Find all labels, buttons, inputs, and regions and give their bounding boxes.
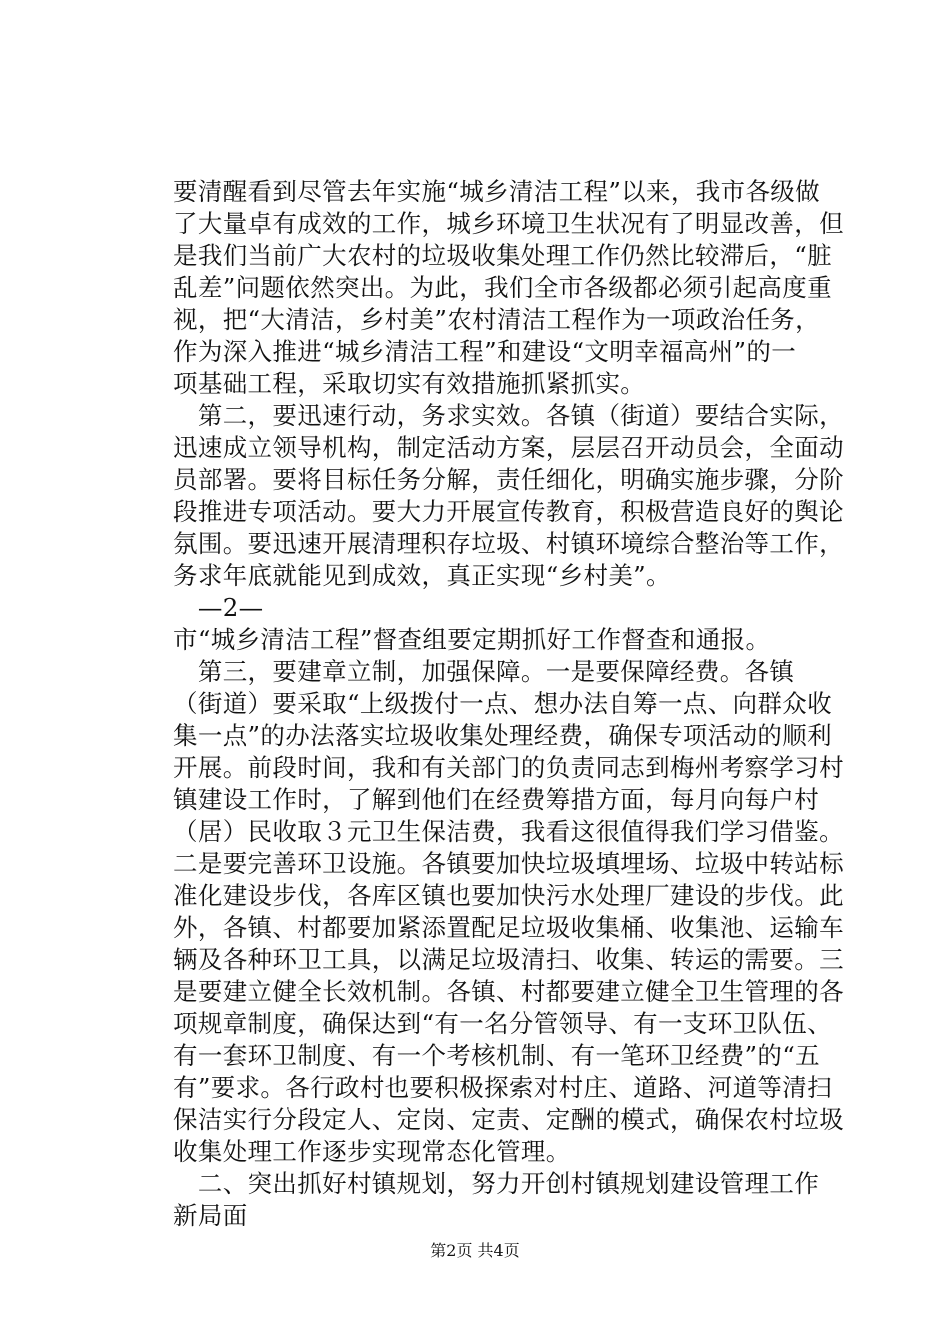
body-line: 要清醒看到尽管去年实施“城乡清洁工程”以来，我市各级做 — [173, 177, 820, 206]
page-footer: 第2页 共4页 — [430, 1241, 520, 1260]
body-line: （街道）要采取“上级拨付一点、想办法自筹一点、向群众收 — [173, 689, 832, 718]
body-line: 是我们当前广大农村的垃圾收集处理工作仍然比较滞后，“脏 — [173, 241, 832, 270]
body-line: 有”要求。各行政村也要积极探索对村庄、道路、河道等清扫 — [173, 1073, 832, 1102]
section-heading-continued: 新局面 — [173, 1201, 248, 1230]
body-line: 第三，要建章立制，加强保障。一是要保障经费。各镇 — [173, 657, 795, 686]
body-line: 保洁实行分段定人、定岗、定责、定酬的模式，确保农村垃圾 — [173, 1105, 844, 1134]
body-line: 市“城乡清洁工程”督查组要定期抓好工作督查和通报。 — [173, 625, 771, 654]
body-line: 外，各镇、村都要加紧添置配足垃圾收集桶、收集池、运输车 — [173, 913, 844, 942]
body-line: 作为深入推进“城乡清洁工程”和建设“文明幸福高州”的一 — [173, 337, 797, 366]
body-line: 辆及各种环卫工具，以满足垃圾清扫、收集、转运的需要。三 — [173, 945, 844, 974]
section-heading: 二、突出抓好村镇规划，努力开创村镇规划建设管理工作 — [173, 1169, 820, 1198]
body-line: 员部署。要将目标任务分解，责任细化，明确实施步骤，分阶 — [173, 465, 844, 494]
body-line: 是要建立健全长效机制。各镇、村都要建立健全卫生管理的各 — [173, 977, 844, 1006]
body-line: 务求年底就能见到成效，真正实现“乡村美”。 — [173, 561, 671, 590]
body-line: 镇建设工作时，了解到他们在经费筹措方面，每月向每户村 — [173, 785, 820, 814]
body-line: 项规章制度，确保达到“有一名分管领导、有一支环卫队伍、 — [173, 1009, 832, 1038]
body-line: （居）民收取３元卫生保洁费，我看这很值得我们学习借鉴。 — [173, 817, 844, 846]
body-line: 集一点”的办法落实垃圾收集处理经费，确保专项活动的顺利 — [173, 721, 832, 750]
page-marker: —2— — [173, 593, 264, 622]
body-line: 乱差”问题依然突出。为此，我们全市各级都必须引起高度重 — [173, 273, 832, 302]
body-line: 收集处理工作逐步实现常态化管理。 — [173, 1137, 571, 1166]
body-line: 有一套环卫制度、有一个考核机制、有一笔环卫经费”的“五 — [173, 1041, 820, 1070]
body-line: 二是要完善环卫设施。各镇要加快垃圾填埋场、垃圾中转站标 — [173, 849, 844, 878]
body-line: 开展。前段时间，我和有关部门的负责同志到梅州考察学习村 — [173, 753, 844, 782]
body-line: 第二，要迅速行动，务求实效。各镇（街道）要结合实际， — [173, 401, 844, 430]
body-line: 氛围。要迅速开展清理积存垃圾、村镇环境综合整治等工作， — [173, 529, 844, 558]
body-line: 段推进专项活动。要大力开展宣传教育，积极营造良好的舆论 — [173, 497, 844, 526]
body-line: 了大量卓有成效的工作，城乡环境卫生状况有了明显改善，但 — [173, 209, 844, 238]
body-line: 项基础工程，采取切实有效措施抓紧抓实。 — [173, 369, 646, 398]
body-line: 视，把“大清洁，乡村美”农村清洁工程作为一项政治任务， — [173, 305, 820, 334]
body-line: 准化建设步伐，各库区镇也要加快污水处理厂建设的步伐。此 — [173, 881, 844, 910]
body-line: 迅速成立领导机构，制定活动方案，层层召开动员会，全面动 — [173, 433, 844, 462]
